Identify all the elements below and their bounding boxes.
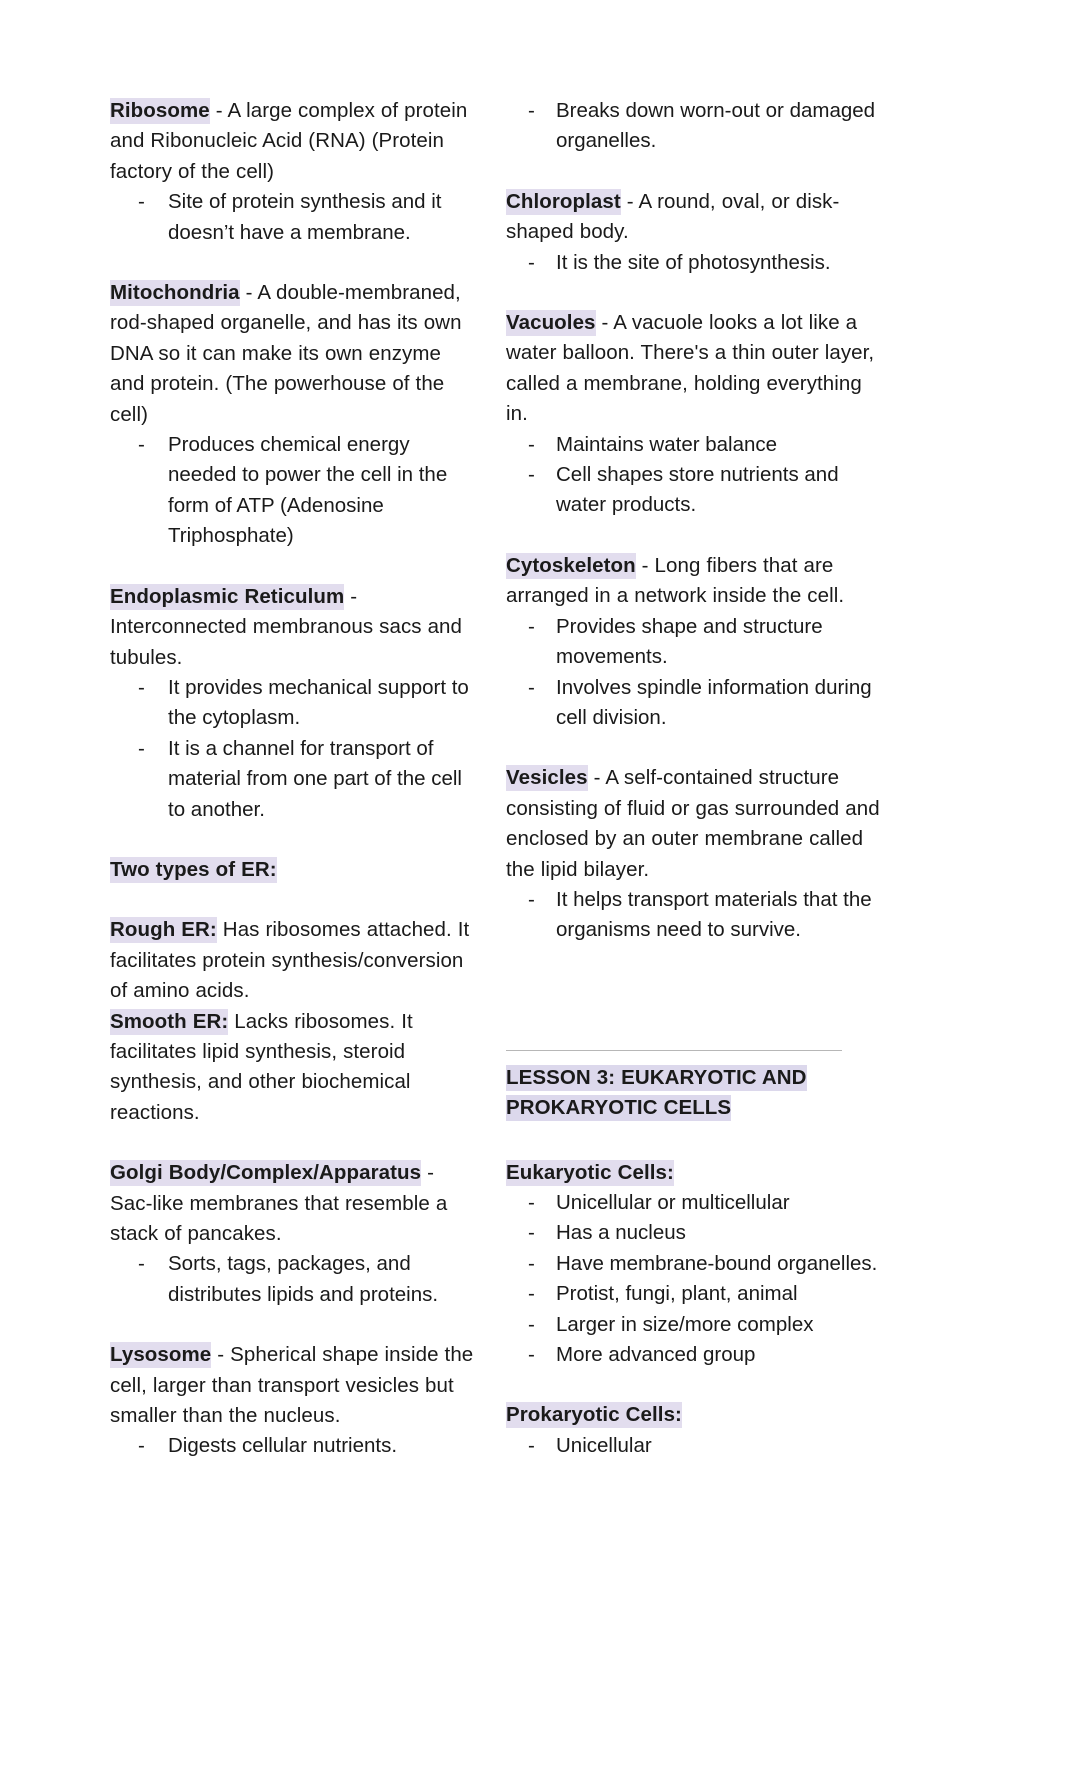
dash-bullet-icon: - [528,1282,535,1306]
vesicles-bullet-list [506,885,884,946]
spacer [110,885,478,915]
cytoskeleton-definition: - Long fibers that are arranged in a network inside the cell. [506,553,845,608]
dash-bullet-icon: - [528,1221,535,1245]
lysosome-definition: - Spherical shape inside the cell, larger than transport vesicles but smaller than the nucleus. [110,1343,474,1428]
vacuoles-term: Vacuoles [506,311,596,335]
list-item [506,673,884,734]
chloroplast-paragraph [506,187,884,248]
list-item [110,734,478,825]
dash-bullet-icon: - [528,1312,535,1336]
vacuoles-bullet-list [506,430,884,521]
eukaryotic-cells-label: Eukaryotic Cells: [506,1160,674,1184]
dash-bullet-icon: - [528,887,535,911]
list-item [506,1218,884,1248]
vesicles-definition: - A self-contained structure consisting of fluid or gas surrounded and enclosed by an outer membrane called the lipid bilayer. [506,766,880,881]
eukaryotic-cells-bullet-list [506,1188,884,1370]
list-item-text: Involves spindle information during cell division. [556,675,872,729]
list-item [506,430,884,460]
endoplasmic-reticulum-bullet-list [110,673,478,825]
spacer [110,1310,478,1340]
two-types-of-er-label: Two types of ER: [110,857,277,881]
smooth-er-paragraph [110,1007,478,1129]
smooth-er-term: Smooth ER: [110,1009,229,1033]
list-item [506,612,884,673]
spacer [506,1370,884,1400]
dash-bullet-icon: - [528,675,535,699]
dash-bullet-icon: - [138,675,145,699]
chloroplast-term: Chloroplast [506,189,621,213]
spacer [110,1128,478,1158]
rough-er-paragraph [110,915,478,1006]
chloroplast-definition: - A round, oval, or disk-shaped body. [506,189,840,244]
vacuoles-paragraph [506,308,884,430]
ribosome-term: Ribosome [110,99,210,122]
dash-bullet-icon: - [138,736,145,760]
spacer [110,825,478,855]
vesicles-paragraph [506,763,884,885]
list-item [506,460,884,521]
list-item-text: Breaks down worn-out or damaged organelles. [556,99,876,153]
list-item [506,1188,884,1218]
lysosome-term: Lysosome [110,1343,212,1367]
mitochondria-term: Mitochondria [110,281,240,305]
endoplasmic-reticulum-definition: - Interconnected membranous sacs and tubules. [110,584,463,669]
dash-bullet-icon: - [528,99,535,122]
list-item-text: Unicellular or multicellular [556,1190,790,1214]
prokaryotic-cells-heading [506,1400,884,1430]
list-item-text: Sorts, tags, packages, and distributes lipids and proteins. [168,1252,439,1306]
ribosome-bullet-list [110,187,478,248]
cytoskeleton-term: Cytoskeleton [506,553,636,577]
list-item-text: It is a channel for transport of material from one part of the cell to another. [168,736,462,821]
dash-bullet-icon: - [528,614,535,638]
spacer [506,1124,884,1158]
mitochondria-bullet-list [110,430,478,552]
dash-bullet-icon: - [138,1252,145,1276]
list-item [110,187,478,248]
spacer [506,278,884,308]
spacer [506,733,884,763]
vacuoles-definition: - A vacuole looks a lot like a water balloon. There's a thin outer layer, called a membrane, holding everything in. [506,311,875,426]
list-item-text: Unicellular [556,1433,652,1457]
list-item [506,1249,884,1279]
ribosome-paragraph [110,96,478,187]
list-item-text: It provides mechanical support to the cytoplasm. [168,675,469,730]
list-item-text: Site of protein synthesis and it doesn’t have a membrane. [168,190,442,244]
golgi-definition: - Sac-like membranes that resemble a stack of pancakes. [110,1161,448,1245]
dash-bullet-icon: - [528,1343,535,1366]
list-item-text: It helps transport materials that the organisms need to survive. [556,887,872,942]
list-item-text: Protist, fungi, plant, animal [556,1282,798,1306]
lesson-3-heading-label: LESSON 3: EUKARYOTIC AND PROKARYOTIC CELLS [506,1065,807,1120]
two-types-of-er-heading [110,855,478,885]
mitochondria-paragraph [110,278,478,430]
rough-er-term: Rough ER: [110,918,217,942]
list-item-text: Larger in size/more complex [556,1312,814,1336]
list-item [506,1310,884,1340]
cytoskeleton-bullet-list [506,612,884,734]
smooth-er-definition: Lacks ribosomes. It facilitates lipid synthesis, steroid synthesis, and other biochemical reactions. [110,1009,413,1124]
golgi-bullet-list [110,1249,478,1310]
list-item [110,673,478,734]
list-item [506,1431,884,1461]
list-item-text: Provides shape and structure movements. [556,614,823,669]
list-item [506,1279,884,1309]
lysosome-paragraph [110,1340,478,1431]
list-item-text: Produces chemical energy needed to power the cell in the form of ATP (Adenosine Triphosphate) [168,433,448,548]
dash-bullet-icon: - [528,432,535,456]
vesicles-term: Vesicles [506,766,588,790]
spacer [506,1051,884,1063]
list-item-text: It is the site of photosynthesis. [556,250,831,274]
ribosome-definition: - A large complex of protein and Ribonucleic Acid (RNA) (Protein factory of the cell) [110,99,468,183]
spacer [506,946,884,1050]
dash-bullet-icon: - [528,250,535,274]
right-column [506,96,884,1778]
endoplasmic-reticulum-paragraph [110,582,478,673]
list-item [110,430,478,552]
cytoskeleton-paragraph [506,551,884,612]
dash-bullet-icon: - [528,1251,535,1275]
golgi-term: Golgi Body/Complex/Apparatus [110,1161,422,1185]
dash-bullet-icon: - [528,1433,535,1457]
lysosome-continued-bullet-list [506,96,884,157]
list-item-text: Have membrane-bound organelles. [556,1251,878,1275]
lysosome-bullet-list [110,1431,478,1461]
spacer [506,521,884,551]
lesson-3-heading [506,1063,884,1124]
list-item-text: Cell shapes store nutrients and water products. [556,463,839,517]
dash-bullet-icon: - [138,433,145,457]
list-item [506,96,884,157]
list-item [110,1249,478,1310]
eukaryotic-cells-heading [506,1158,884,1188]
endoplasmic-reticulum-term: Endoplasmic Reticulum [110,584,345,608]
list-item [506,248,884,278]
list-item [506,885,884,946]
dash-bullet-icon: - [528,463,535,487]
list-item [506,1340,884,1370]
mitochondria-definition: - A double-membraned, rod-shaped organelle, and has its own DNA so it can make its own enzyme and protein. (The powerhouse of the cell) [110,281,462,426]
prokaryotic-cells-bullet-list [506,1431,884,1461]
spacer [506,157,884,187]
golgi-paragraph [110,1158,478,1249]
spacer [110,552,478,582]
list-item-text: Maintains water balance [556,432,778,456]
list-item [110,1431,478,1461]
list-item-text: Digests cellular nutrients. [168,1434,398,1458]
dash-bullet-icon: - [528,1190,535,1214]
rough-er-definition: Has ribosomes attached. It facilitates protein synthesis/conversion of amino acids. [110,918,470,1003]
dash-bullet-icon: - [138,190,145,214]
list-item-text: More advanced group [556,1343,756,1366]
left-column [110,96,478,1778]
chloroplast-bullet-list [506,248,884,278]
list-item-text: Has a nucleus [556,1221,686,1245]
spacer [110,248,478,278]
prokaryotic-cells-label: Prokaryotic Cells: [506,1403,682,1427]
dash-bullet-icon: - [138,1434,145,1458]
